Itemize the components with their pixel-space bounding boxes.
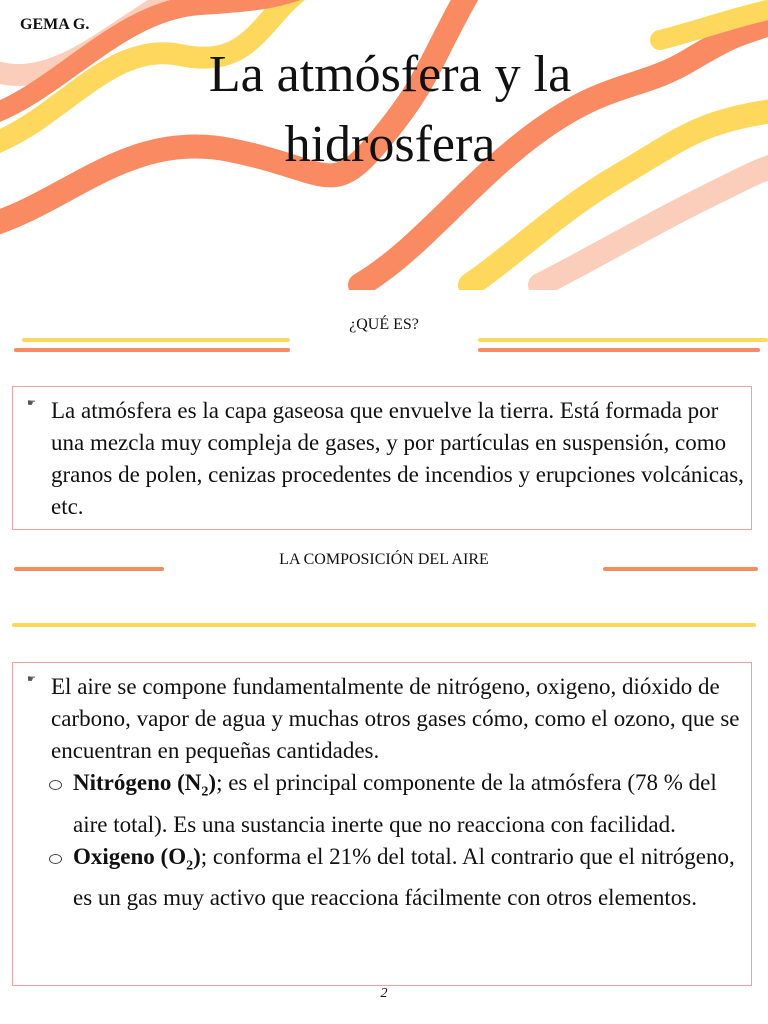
divider-line	[478, 348, 760, 352]
divider-line	[14, 567, 164, 571]
nitrogen-description: ; es el principal componente de la atmósfera (78 % del aire total). Es una sustancia inerte que no reacciona con facilidad.	[73, 770, 717, 837]
section-heading-composicion: LA COMPOSICIÓN DEL AIRE	[279, 551, 489, 568]
oxygen-description: ; conforma el 21% del total. Al contrario que el nitrógeno, es un gas muy activo que reacciona fácilmente con otros elementos.	[73, 843, 735, 911]
divider-line	[12, 623, 756, 627]
definition-text: La atmósfera es la capa gaseosa que envuelve la tierra. Está formada por una mezcla muy compleja de gases, y por partículas en suspensión, como granos de polen, cenizas procedentes de incendios y erupciones volcánicas, etc.	[51, 398, 744, 519]
oxygen-item	[73, 841, 751, 915]
list-item	[13, 767, 751, 841]
divider-line	[22, 338, 290, 342]
page-number: 2	[380, 986, 388, 1001]
circle-bullet-icon	[49, 854, 62, 864]
composition-box	[12, 662, 752, 986]
pointer-bullet-icon: ☛	[27, 674, 36, 685]
divider-line	[603, 567, 758, 571]
title-line-1: La atmósfera y la	[208, 46, 572, 103]
page-title	[100, 40, 680, 180]
author-name: GEMA G.	[20, 16, 90, 33]
section-heading-que-es: ¿QUÉ ES?	[349, 316, 419, 333]
composition-intro: El aire se compone fundamentalmente de nitrógeno, oxigeno, dióxido de carbono, vapor de agua y muchas otros gases cómo, como el ozono, que se encuentran en pequeñas cantidades.	[51, 674, 740, 763]
oxygen-term: Oxigeno $(O_2)$	[73, 843, 201, 874]
list-item	[13, 663, 751, 767]
nitrogen-term: Nitrógeno $(N_2)$	[73, 770, 217, 800]
divider-line	[478, 338, 768, 342]
nitrogen-item	[73, 767, 751, 841]
list-item	[13, 387, 751, 523]
title-line-2: hidrosfera	[284, 116, 496, 173]
divider-line	[14, 348, 290, 352]
pointer-bullet-icon: ☛	[27, 398, 36, 409]
list-item	[13, 841, 751, 915]
circle-bullet-icon	[49, 780, 62, 790]
definition-box	[12, 386, 752, 530]
